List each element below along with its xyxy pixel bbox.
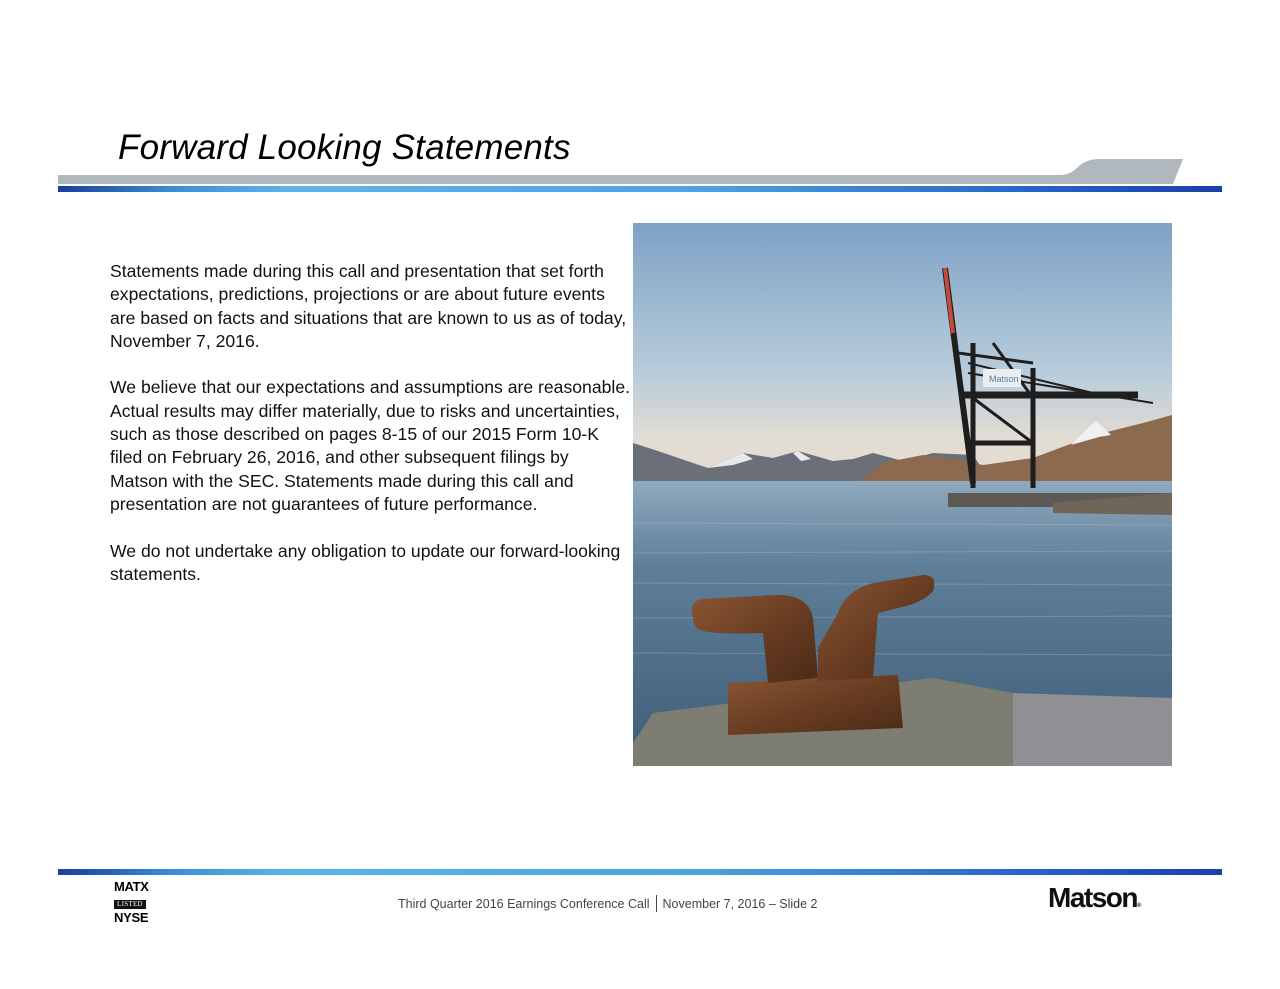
header-gray-bar [58, 175, 1118, 184]
footer-separator [656, 895, 657, 912]
crane-matson-label: Matson [989, 374, 1019, 384]
slide-title: Forward Looking Statements [118, 128, 571, 167]
footer-date-slide: November 7, 2016 – Slide 2 [662, 897, 818, 911]
header-blue-bar [58, 186, 1222, 192]
registered-mark-icon: ® [1137, 903, 1142, 909]
footer-blue-bar [58, 869, 1222, 875]
matson-logo-text: Matson [1048, 882, 1137, 913]
paragraph-no-obligation: We do not undertake any obligation to update our forward-looking statements. [110, 540, 621, 584]
nyse-listed-badge [114, 880, 158, 924]
disclaimer-body [110, 260, 630, 609]
harbor-crane-bollard-image [633, 223, 1172, 766]
harbor-photo [633, 223, 1172, 766]
footer-caption [398, 895, 818, 912]
nyse-listed-label: LISTED [114, 900, 146, 909]
paragraph-risks: We believe that our expectations and assumptions are reasonable. Actual results may differ materially, due to risks and uncertainties, such as those described on pages 8-15 of our 2015 Form 10-K filed on February 26, 2016, and other subsequent filings by Matson with the SEC. Statements made during this call and presentation are not guarantees of future performance. [110, 377, 630, 514]
header-gray-tab [1040, 159, 1185, 185]
paragraph-known-facts: Statements made during this call and presentation that set forth expectations, predictions, projections or are about future events are based on facts and situations that are known to us as of today, November 7, 2016. [110, 261, 627, 351]
nyse-ticker: MATX [114, 879, 149, 894]
matson-logo [1048, 882, 1141, 914]
nyse-exchange: NYSE [114, 910, 149, 925]
footer-event: Third Quarter 2016 Earnings Conference Call [398, 897, 650, 911]
